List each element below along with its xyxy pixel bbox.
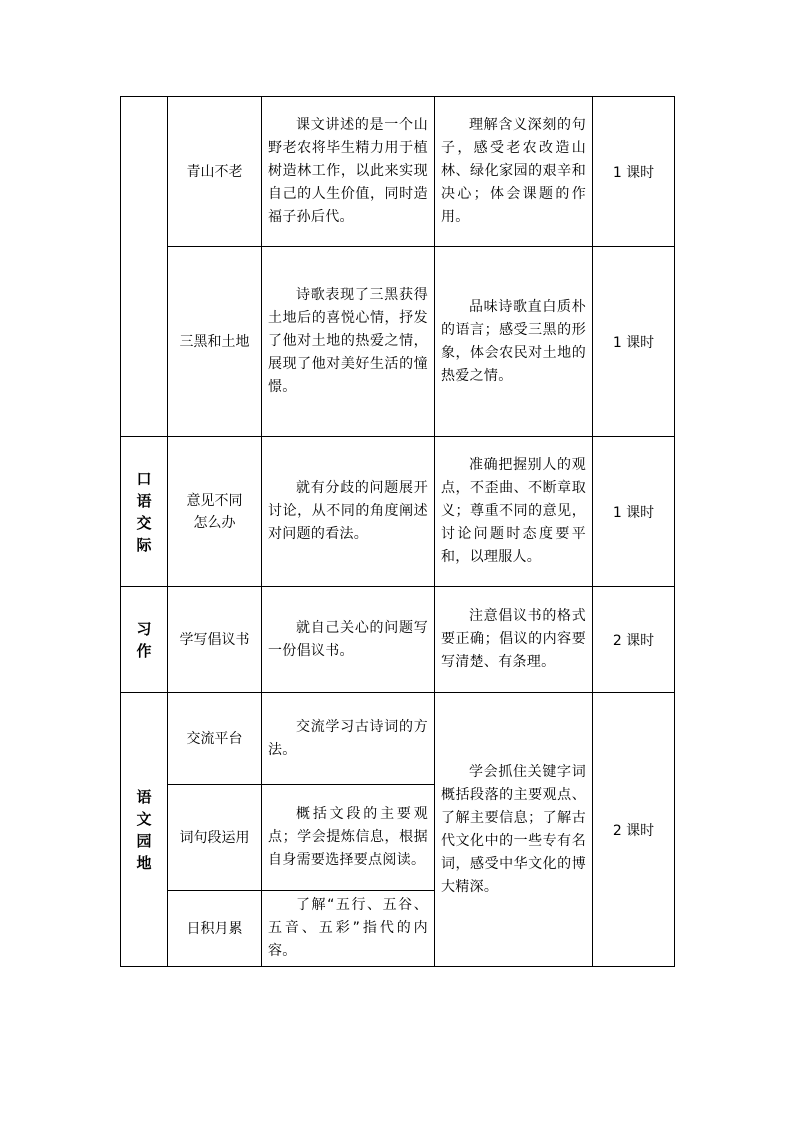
table-row (121, 97, 675, 247)
section-label: 语文园地 (136, 787, 152, 872)
lesson-goal: 理解含义深刻的句子，感受老农改造山林、绿化家园的艰辛和决心；体会课题的作用。 (435, 97, 593, 247)
lesson-hours: 2 课时 (593, 587, 675, 693)
section-label: 习作 (136, 619, 152, 660)
lesson-hours: 1 课时 (593, 437, 675, 587)
section-label: 口语交际 (136, 469, 152, 554)
section-cell (121, 97, 168, 437)
lesson-title (168, 437, 262, 587)
lesson-content: 就自己关心的问题写一份倡议书。 (262, 587, 435, 693)
lesson-hours: 2 课时 (593, 693, 675, 967)
lesson-content: 了解“五行、五谷、五音、五彩”指代的内容。 (262, 891, 435, 967)
table-row (121, 693, 675, 785)
lesson-title: 学写倡议书 (168, 587, 262, 693)
lesson-goal: 学会抓住关键字词概括段落的主要观点、了解主要信息；了解古代文化中的一些专有名词，感受中华文化的博大精深。 (435, 693, 593, 967)
lesson-title: 交流平台 (168, 693, 262, 785)
lesson-content: 交流学习古诗词的方法。 (262, 693, 435, 785)
lesson-title: 日积月累 (168, 891, 262, 967)
lesson-hours: 1 课时 (593, 97, 675, 247)
lesson-content: 就有分歧的问题展开讨论，从不同的角度阐述对问题的看法。 (262, 437, 435, 587)
lesson-hours: 1 课时 (593, 247, 675, 437)
lesson-plan-table (120, 96, 675, 967)
lesson-content: 诗歌表现了三黑获得土地后的喜悦心情，抒发了他对土地的热爱之情，展现了他对美好生活的憧憬。 (262, 247, 435, 437)
lesson-title: 词句段运用 (168, 785, 262, 891)
table-row (121, 437, 675, 587)
lesson-content: 课文讲述的是一个山野老农将毕生精力用于植树造林工作，以此来实现自己的人生价值，同时造福子孙后代。 (262, 97, 435, 247)
lesson-title: 三黑和土地 (168, 247, 262, 437)
lesson-title-text: 意见不同怎么办 (186, 492, 243, 531)
lesson-title: 青山不老 (168, 97, 262, 247)
section-cell (121, 587, 168, 693)
lesson-goal: 准确把握别人的观点，不歪曲、不断章取义；尊重不同的意见，讨论问题时态度要平和，以理服人。 (435, 437, 593, 587)
lesson-goal: 注意倡议书的格式要正确；倡议的内容要写清楚、有条理。 (435, 587, 593, 693)
table-row (121, 587, 675, 693)
lesson-goal: 品味诗歌直白质朴的语言；感受三黑的形象，体会农民对土地的热爱之情。 (435, 247, 593, 437)
section-cell (121, 693, 168, 967)
table-row (121, 247, 675, 437)
section-cell (121, 437, 168, 587)
lesson-content: 概括文段的主要观点；学会提炼信息，根据自身需要选择要点阅读。 (262, 785, 435, 891)
